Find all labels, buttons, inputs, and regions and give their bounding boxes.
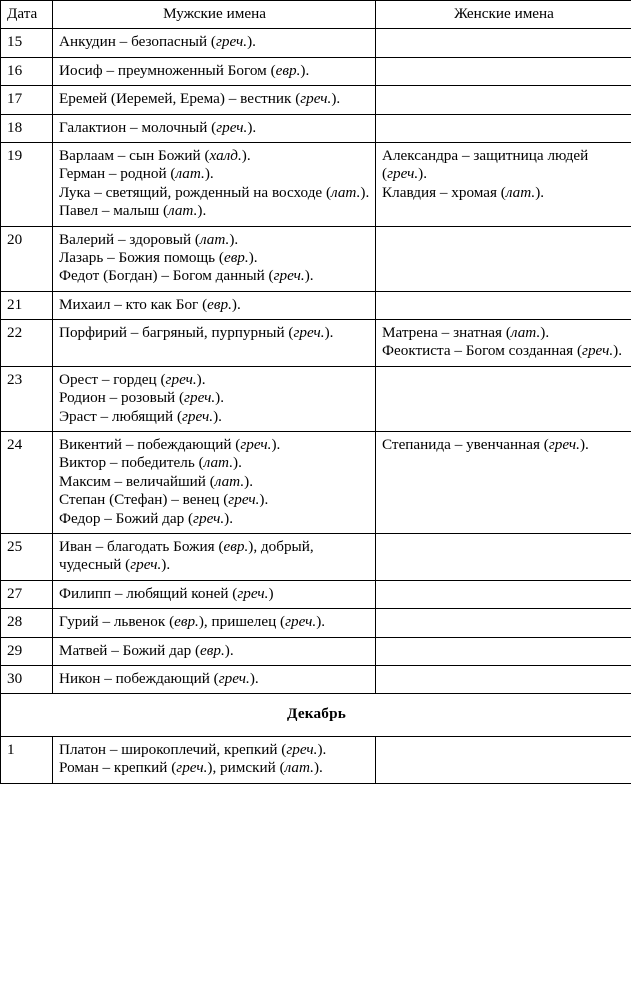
table-row: [1, 366, 631, 431]
date-cell: 21: [1, 291, 53, 319]
female-names-cell: [376, 142, 631, 226]
female-names-cell: [376, 736, 631, 783]
name-entry-line: Еремей (Иеремей, Ерема) – вестник (греч.).: [59, 90, 341, 108]
language-abbreviation: греч.: [548, 436, 580, 454]
name-entry-line: Порфирий – багряный, пурпурный (греч.).: [59, 324, 334, 342]
male-names-cell: [53, 142, 376, 226]
female-names-cell: [376, 320, 631, 367]
female-names-cell: [376, 665, 631, 693]
date-cell: 20: [1, 226, 53, 291]
name-entry-line: Иван – благодать Божия (евр.), добрый, чудесный (греч.).: [59, 537, 314, 574]
name-entry-line: Феоктиста – Богом созданная (греч.).: [382, 342, 622, 360]
language-abbreviation: евр.: [275, 61, 301, 79]
language-abbreviation: греч.: [228, 491, 260, 509]
language-abbreviation: греч.: [237, 584, 269, 602]
name-entry-line: Родион – розовый (греч.).: [59, 389, 225, 407]
name-entry-line: Лука – светящий, рожденный на восходе (лат.).: [59, 183, 370, 201]
language-abbreviation: лат.: [203, 454, 233, 472]
name-entry-line: Эраст – любящий (греч.).: [59, 407, 222, 425]
female-names-cell: [376, 291, 631, 319]
date-cell: 29: [1, 637, 53, 665]
date-cell: 24: [1, 432, 53, 534]
table-row: [1, 226, 631, 291]
female-names-cell: [376, 637, 631, 665]
name-entry-line: Орест – гордец (греч.).: [59, 370, 206, 388]
table-row: [1, 291, 631, 319]
table-row: [1, 114, 631, 142]
name-entry-line: Филипп – любящий коней (греч.): [59, 584, 274, 602]
language-abbreviation: халд.: [209, 146, 242, 164]
name-entry-line: Федор – Божий дар (греч.).: [59, 509, 234, 527]
date-cell: 15: [1, 29, 53, 57]
female-names-cell: [376, 57, 631, 85]
male-names-cell: [53, 637, 376, 665]
name-entry-line: Валерий – здоровый (лат.).: [59, 230, 239, 248]
language-abbreviation: евр.: [223, 537, 249, 555]
male-names-cell: [53, 320, 376, 367]
name-entry-line: Александра – защитница людей (греч.).: [382, 146, 589, 183]
language-abbreviation: греч.: [286, 740, 318, 758]
name-entry-line: Анкудин – безопасный (греч.).: [59, 33, 256, 51]
male-names-cell: [53, 57, 376, 85]
female-names-cell: [376, 114, 631, 142]
column-header-male-names: Мужские имена: [53, 1, 376, 29]
male-names-cell: [53, 86, 376, 114]
male-names-cell: [53, 114, 376, 142]
female-names-cell: [376, 533, 631, 580]
month-separator-row: [1, 694, 631, 736]
language-abbreviation: греч.: [176, 759, 208, 777]
language-abbreviation: лат.: [168, 202, 198, 220]
language-abbreviation: евр.: [207, 295, 232, 313]
male-names-cell: [53, 609, 376, 637]
name-entry-line: Максим – величайший (лат.).: [59, 472, 253, 490]
name-entry-line: Платон – широкоплечий, крепкий (греч.).: [59, 740, 327, 758]
name-entry-line: Лазарь – Божия помощь (евр.).: [59, 248, 258, 266]
language-abbreviation: евр.: [200, 641, 225, 659]
date-cell: 16: [1, 57, 53, 85]
language-abbreviation: лат.: [510, 324, 541, 342]
female-names-cell: [376, 86, 631, 114]
female-names-cell: [376, 226, 631, 291]
language-abbreviation: евр.: [174, 613, 199, 631]
table-row: [1, 609, 631, 637]
language-abbreviation: лат.: [199, 230, 230, 248]
table-row: [1, 637, 631, 665]
table-header: [1, 1, 631, 29]
language-abbreviation: греч.: [285, 613, 317, 631]
name-entry-line: Роман – крепкий (греч.), римский (лат.).: [59, 759, 323, 777]
name-entry-line: Степан (Стефан) – венец (греч.).: [59, 491, 269, 509]
name-entry-line: Матрена – знатная (лат.).: [382, 324, 550, 342]
table-row: [1, 533, 631, 580]
male-names-cell: [53, 736, 376, 783]
male-names-cell: [53, 291, 376, 319]
name-entry-line: Степанида – увенчанная (греч.).: [382, 436, 589, 454]
female-names-cell: [376, 432, 631, 534]
name-entry-line: Клавдия – хромая (лат.).: [382, 183, 545, 201]
date-cell: 25: [1, 533, 53, 580]
female-names-cell: [376, 366, 631, 431]
name-entry-line: Гурий – львенок (евр.), пришелец (греч.).: [59, 613, 326, 631]
column-header-female-names: Женские имена: [376, 1, 631, 29]
language-abbreviation: греч.: [240, 436, 272, 454]
male-names-cell: [53, 580, 376, 608]
language-abbreviation: греч.: [165, 370, 197, 388]
language-abbreviation: греч.: [273, 267, 305, 285]
language-abbreviation: лат.: [505, 183, 536, 201]
table-row: [1, 432, 631, 534]
month-title: Декабрь: [1, 694, 631, 736]
female-names-cell: [376, 609, 631, 637]
language-abbreviation: греч.: [582, 342, 614, 360]
name-entry-line: Викентий – побеждающий (греч.).: [59, 436, 281, 454]
language-abbreviation: греч.: [387, 165, 419, 183]
table-row: [1, 665, 631, 693]
language-abbreviation: лат.: [331, 183, 361, 201]
language-abbreviation: греч.: [130, 556, 162, 574]
language-abbreviation: греч.: [300, 90, 332, 108]
language-abbreviation: евр.: [223, 248, 249, 266]
table-row: [1, 29, 631, 57]
date-cell: 17: [1, 86, 53, 114]
name-entry-line: Варлаам – сын Божий (халд.).: [59, 146, 251, 164]
name-entry-line: Иосиф – преумноженный Богом (евр.).: [59, 61, 310, 79]
date-cell: 1: [1, 736, 53, 783]
name-entry-line: Виктор – победитель (лат.).: [59, 454, 242, 472]
date-cell: 23: [1, 366, 53, 431]
date-cell: 22: [1, 320, 53, 367]
name-entry-line: Галактион – молочный (греч.).: [59, 118, 257, 136]
header-row: [1, 1, 631, 29]
date-cell: 27: [1, 580, 53, 608]
name-entry-line: Матвей – Божий дар (евр.).: [59, 641, 234, 659]
language-abbreviation: греч.: [293, 324, 325, 342]
language-abbreviation: лат.: [175, 165, 205, 183]
female-names-cell: [376, 29, 631, 57]
language-abbreviation: греч.: [215, 33, 248, 51]
language-abbreviation: греч.: [218, 669, 250, 687]
date-cell: 19: [1, 142, 53, 226]
date-cell: 28: [1, 609, 53, 637]
language-abbreviation: греч.: [182, 407, 214, 425]
language-abbreviation: лат.: [214, 472, 245, 490]
male-names-cell: [53, 366, 376, 431]
name-entry-line: Федот (Богдан) – Богом данный (греч.).: [59, 267, 314, 285]
language-abbreviation: греч.: [193, 509, 225, 527]
name-entry-line: Герман – родной (лат.).: [59, 165, 214, 183]
date-cell: 30: [1, 665, 53, 693]
male-names-cell: [53, 432, 376, 534]
name-entry-line: Никон – побеждающий (греч.).: [59, 669, 259, 687]
name-entry-line: Михаил – кто как Бог (евр.).: [59, 295, 241, 313]
male-names-cell: [53, 533, 376, 580]
name-entry-line: Павел – малыш (лат.).: [59, 202, 207, 220]
table-row: [1, 57, 631, 85]
date-cell: 18: [1, 114, 53, 142]
male-names-cell: [53, 29, 376, 57]
table-body: [1, 29, 631, 783]
table-row: [1, 580, 631, 608]
table-row: [1, 86, 631, 114]
language-abbreviation: лат.: [284, 759, 314, 777]
language-abbreviation: греч.: [216, 118, 248, 136]
language-abbreviation: греч.: [184, 389, 216, 407]
female-names-cell: [376, 580, 631, 608]
table-row: [1, 736, 631, 783]
column-header-date: Дата: [1, 1, 53, 29]
table-row: [1, 142, 631, 226]
table-row: [1, 320, 631, 367]
male-names-cell: [53, 665, 376, 693]
male-names-cell: [53, 226, 376, 291]
